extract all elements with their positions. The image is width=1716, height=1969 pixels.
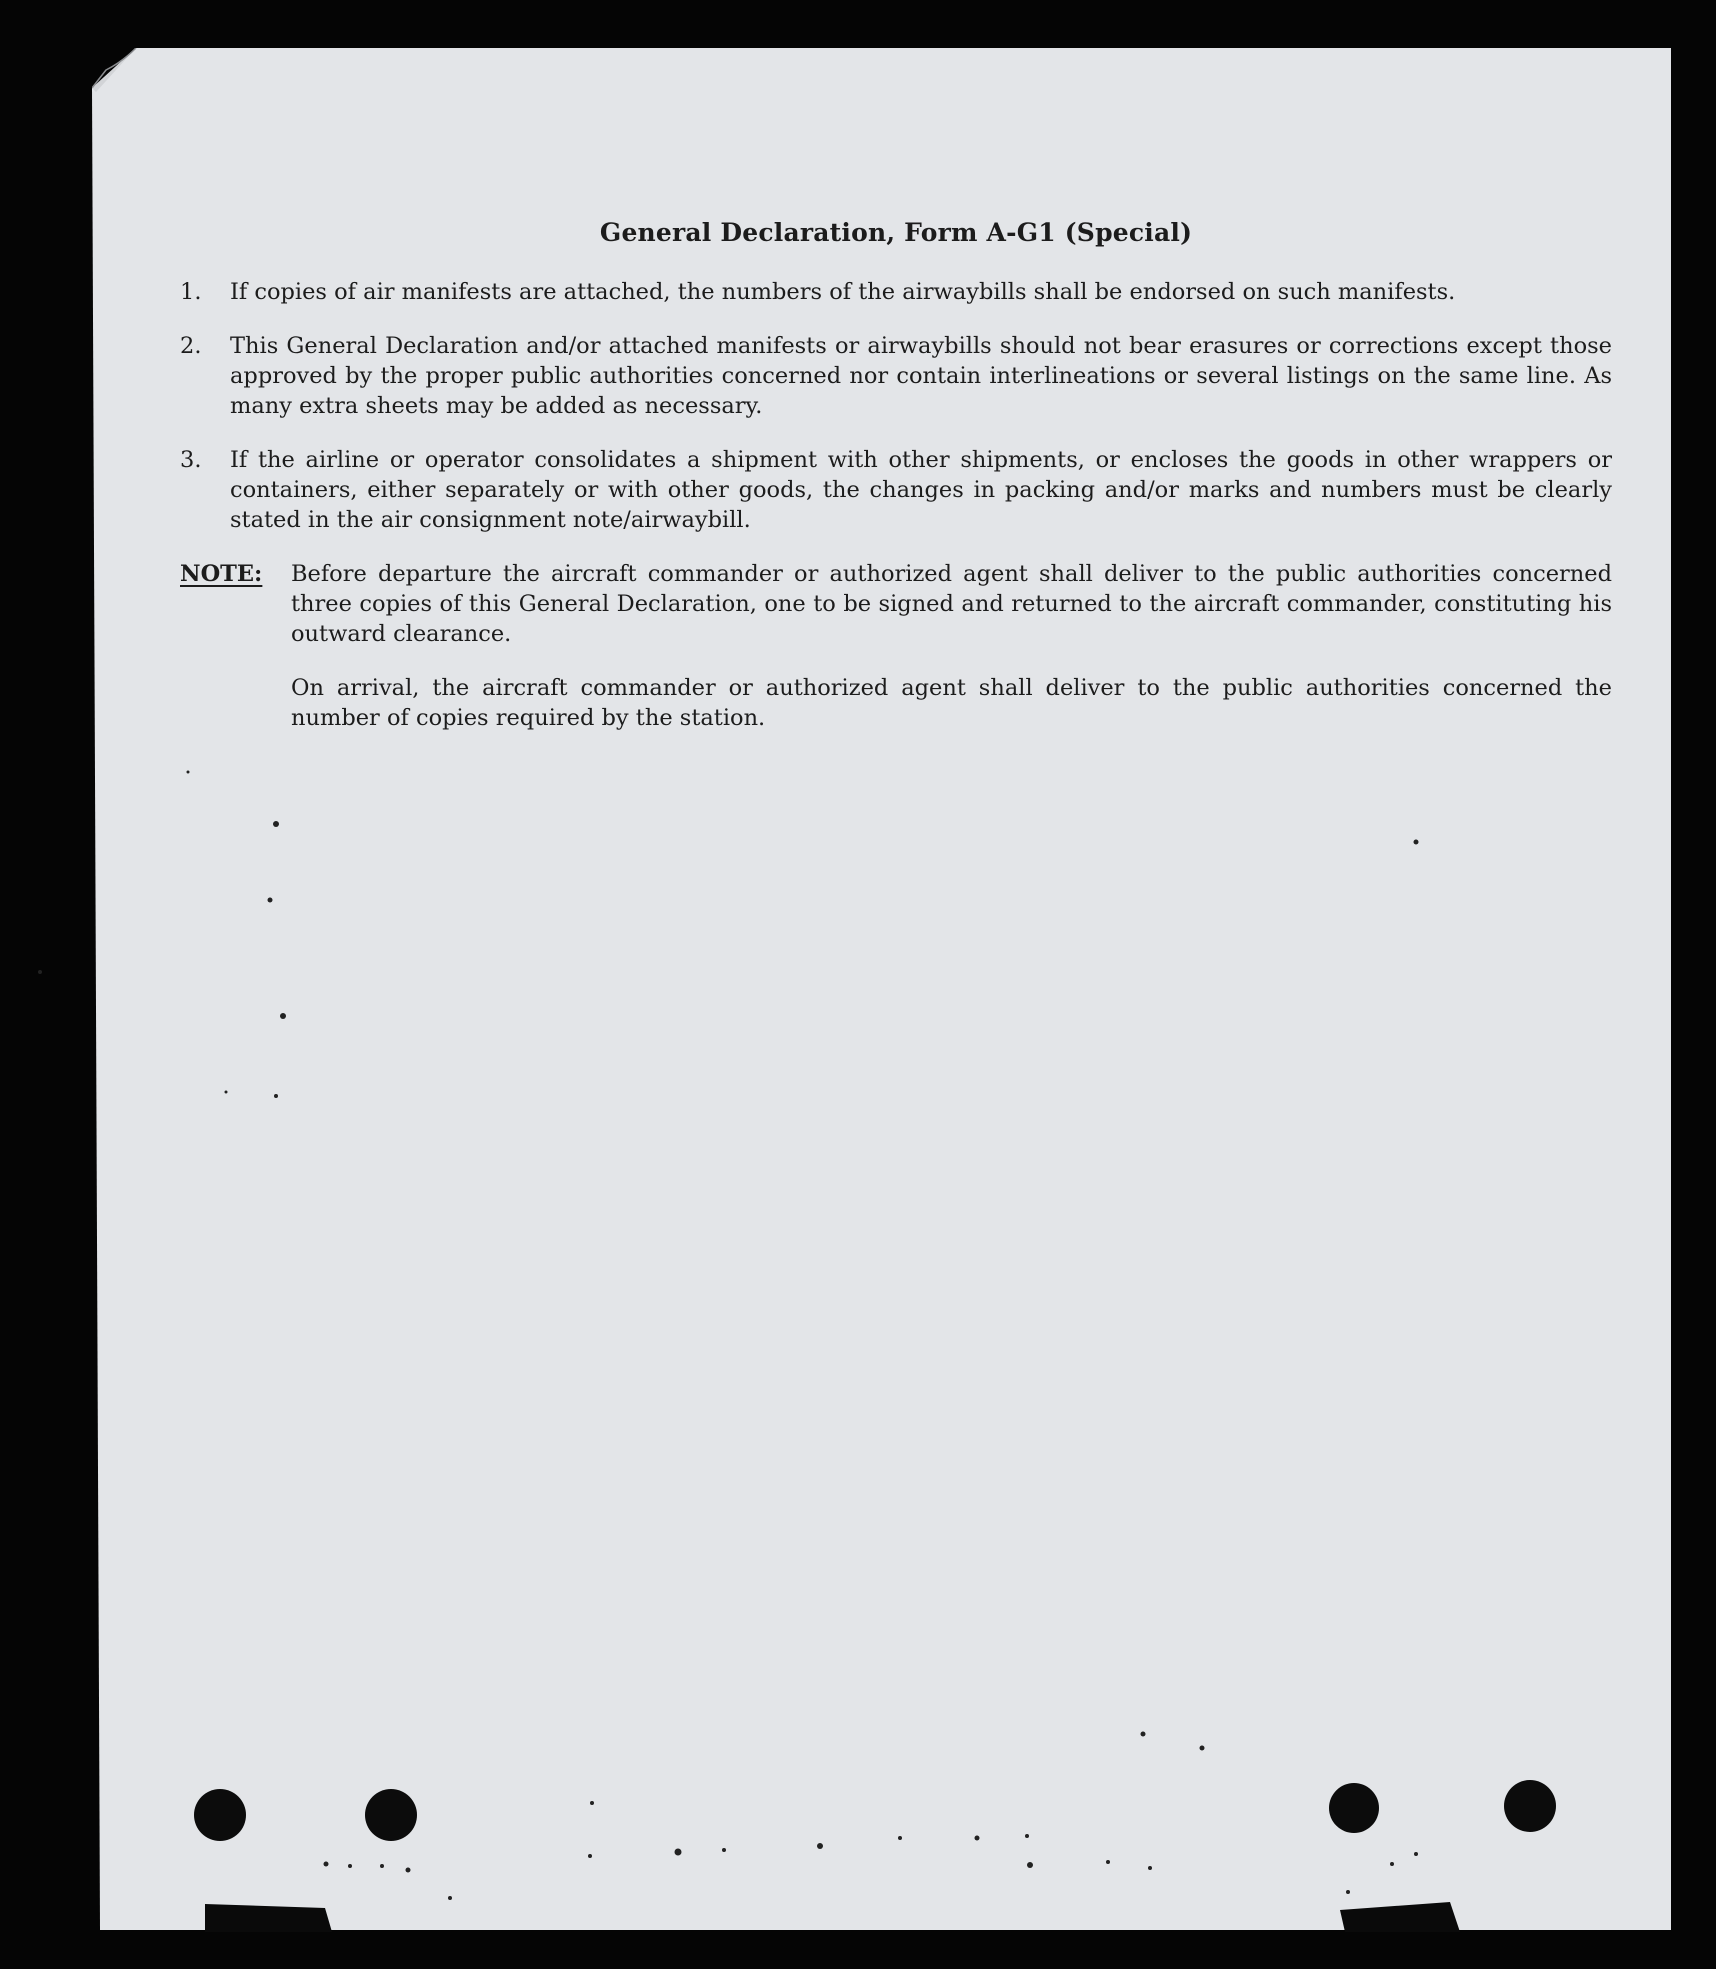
- item-text: If the airline or operator consolidates a shipment with other shipments, or encloses the goods in other wrappers or containers, either separately or with other goods, the changes in packing and/or marks and numbers must be clearly stated in the air consignment note/airwaybill.: [230, 447, 1612, 533]
- item-number: 3.: [180, 447, 202, 473]
- note-paragraph: Before departure the aircraft commander or authorized agent shall deliver to the public authorities concerned three copies of this General Declaration, one to be signed and returned to the aircraft commander, constituting his outward clearance.: [291, 561, 1612, 647]
- item-text: If copies of air manifests are attached, the numbers of the airwaybills shall be endorsed on such manifests.: [230, 279, 1456, 305]
- instruction-item: [180, 445, 1612, 535]
- item-text: This General Declaration and/or attached manifests or airwaybills should not bear erasures or corrections except those approved by the proper public authorities concerned nor contain interlineations or several listings on the same line. As many extra sheets may be added as necessary.: [230, 333, 1612, 419]
- document-title: General Declaration, Form A-G1 (Special): [599, 218, 1193, 247]
- folded-corner: [92, 48, 140, 92]
- note-block: [180, 559, 1612, 733]
- declaration-instructions: [180, 218, 1612, 757]
- item-number: 1.: [180, 279, 202, 305]
- note-label: NOTE:: [180, 561, 263, 587]
- instruction-item: [180, 277, 1612, 307]
- note-paragraph: On arrival, the aircraft commander or authorized agent shall deliver to the public authorities concerned the number of copies required by the station.: [291, 675, 1612, 731]
- instruction-item: [180, 331, 1612, 421]
- item-number: 2.: [180, 333, 202, 359]
